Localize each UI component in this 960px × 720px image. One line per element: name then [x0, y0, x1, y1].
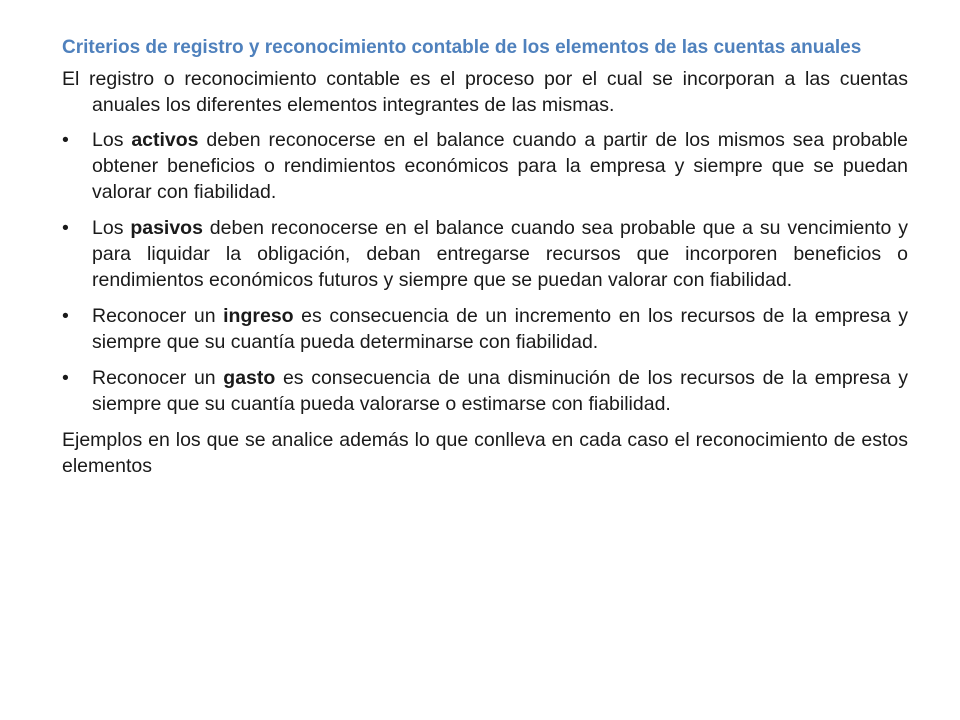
bullet-text-after: deben reconocerse en el balance cuando sea probable que a su vencimiento y para liquidar la obligación, deban entregarse recursos que incorporen beneficios o rendimientos económicos futuros y siempre que se puedan valorar con fiabilidad. [92, 217, 908, 291]
bullet-keyword: activos [131, 129, 199, 151]
bullet-text-before: Los [92, 217, 131, 239]
bullet-text-before: Los [92, 129, 132, 151]
bullet-text-after: es consecuencia de un incremento en los recursos de la empresa y siempre que su cuantía pueda determinarse con fiabilidad. [92, 305, 908, 353]
bullet-icon: • [62, 305, 69, 327]
bullet-icon: • [62, 129, 69, 151]
bullet-text-after: es consecuencia de una disminución de los recursos de la empresa y siempre que su cuantía pueda valorarse o estimarse con fiabilidad. [92, 367, 909, 415]
bullet-keyword: ingreso [223, 305, 294, 327]
bullet-icon: • [62, 217, 69, 239]
bullet-text-before: Reconocer un [92, 305, 224, 327]
bullet-keyword: gasto [223, 367, 276, 389]
closing-paragraph: Ejemplos en los que se analice además lo que conlleva en cada caso el reconocimiento de estos elementos [62, 429, 908, 477]
slide-title: Criterios de registro y reconocimiento contable de los elementos de las cuentas anuales [62, 37, 862, 58]
bullet-item-gasto [62, 365, 908, 417]
bullet-text-before: Reconocer un [92, 367, 224, 389]
bullet-keyword: pasivos [130, 217, 203, 239]
bullet-icon: • [62, 367, 69, 389]
intro-paragraph: El registro o reconocimiento contable es el proceso por el cual se incorporan a las cuentas anuales los diferentes elementos integrantes de las mismas. [62, 68, 908, 116]
slide-content [62, 34, 908, 488]
bullet-text-after: deben reconocerse en el balance cuando a partir de los mismos sea probable obtener beneficios o rendimientos económicos para la empresa y siempre que se puedan valorar con fiabilidad. [92, 129, 908, 203]
bullet-list [62, 127, 908, 417]
bullet-item-ingreso [62, 303, 908, 355]
bullet-item-activos [62, 127, 908, 205]
bullet-item-pasivos [62, 215, 908, 293]
